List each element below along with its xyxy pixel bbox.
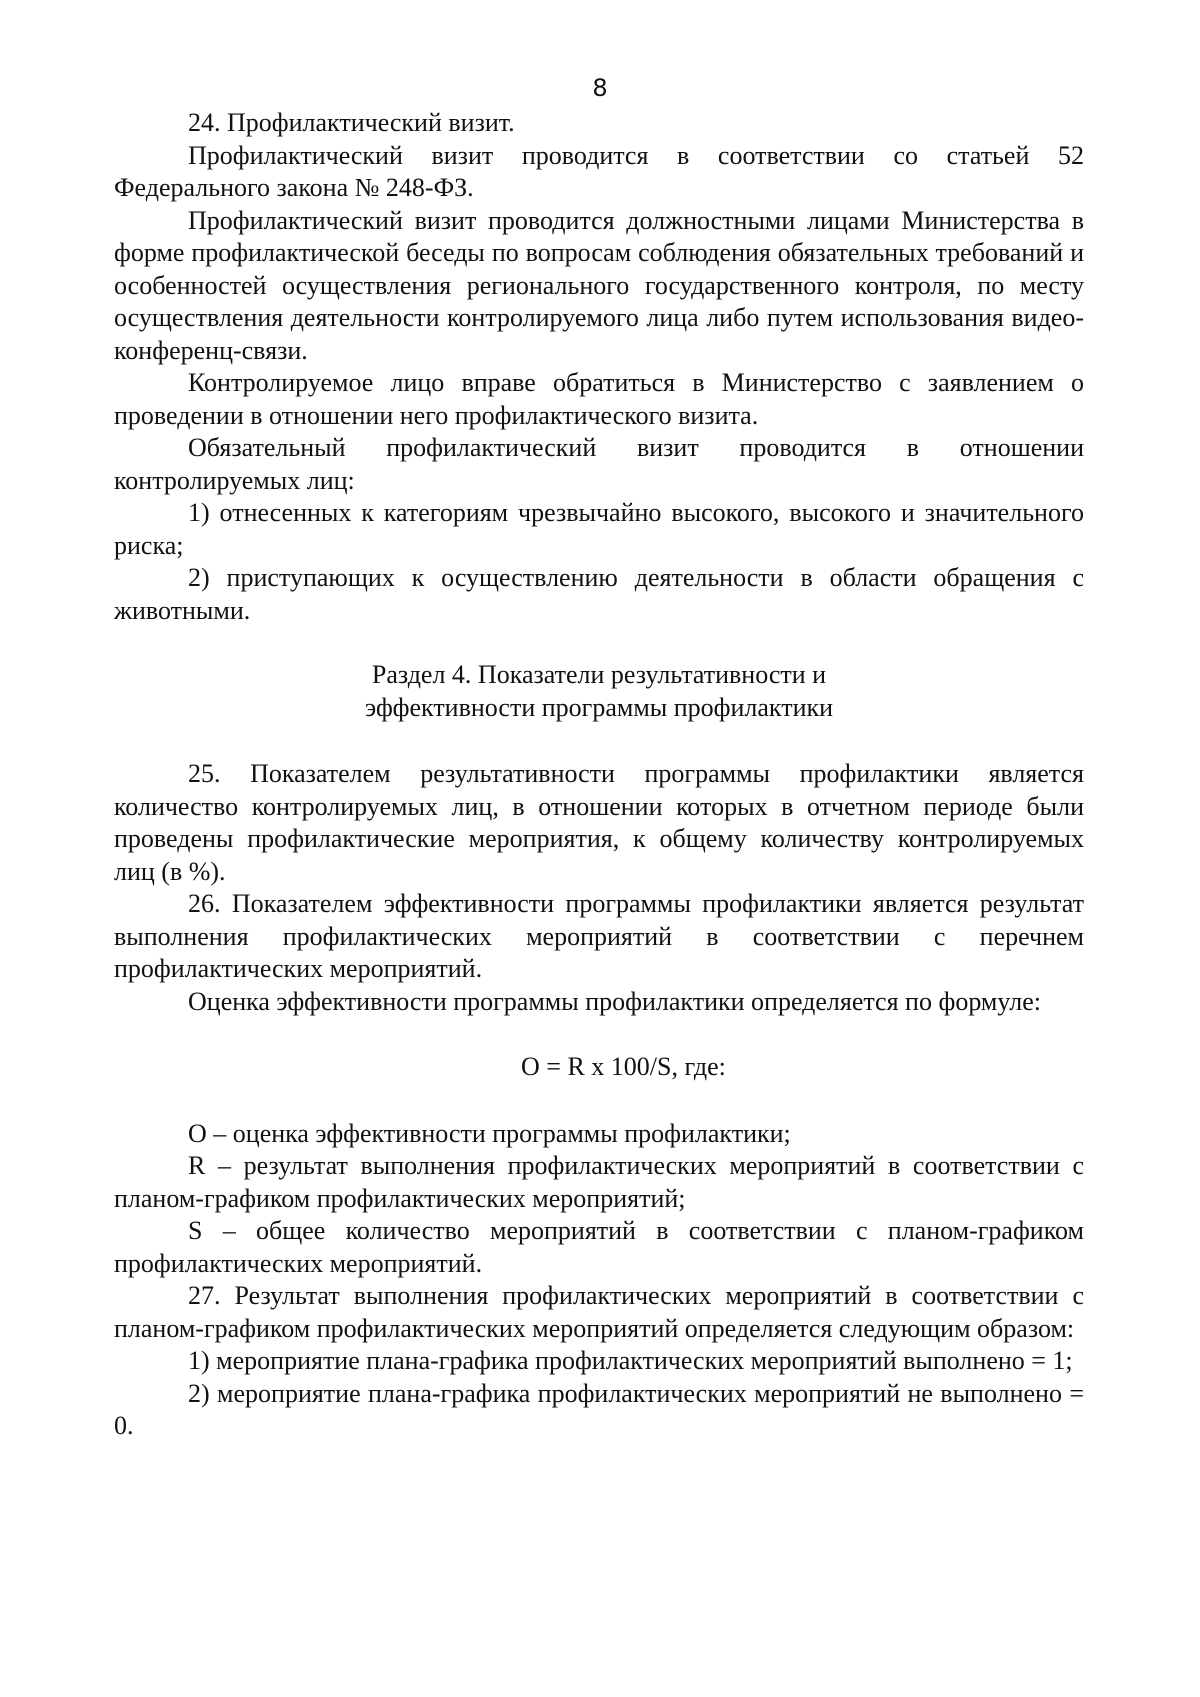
- paragraph-visit-form: Профилактический визит проводится должностными лицами Министерства в форме профилактической беседы по вопросам соблюдения обязательных требований и особенностей осуществления регионального государственного контроля, по месту осуществления деятельности контролируемого лица либо путем использования видео-конференц-связи.: [114, 205, 1084, 365]
- list-item-new-activity: 2) приступающих к осуществлению деятельности в области обращения с животными.: [114, 563, 1084, 625]
- paragraph-visit-request: Контролируемое лицо вправе обратиться в Министерство с заявлением о проведении в отношении него профилактического визита.: [114, 368, 1084, 430]
- paragraph-26-efficiency-indicator: 26. Показателем эффективности программы профилактики является результат выполнения профилактических мероприятий в соответствии с перечнем профилактических мероприятий.: [114, 889, 1084, 983]
- paragraph-24-title: 24. Профилактический визит.: [188, 108, 515, 137]
- list-item-completed-value: 1) мероприятие плана-графика профилактических мероприятий выполнено = 1;: [188, 1346, 1073, 1375]
- document-body: [114, 107, 1084, 1443]
- section-heading: [114, 659, 1084, 724]
- definition-o: O – оценка эффективности программы профилактики;: [188, 1118, 791, 1148]
- definition-s: S – общее количество мероприятий в соответствии с планом-графиком профилактических мероприятий.: [114, 1216, 1084, 1278]
- paragraph-formula-intro: Оценка эффективности программы профилактики определяется по формуле:: [188, 986, 1041, 1016]
- paragraph-mandatory-visit: Обязательный профилактический визит проводится в отношении контролируемых лиц:: [114, 433, 1084, 495]
- paragraph-27-result-calculation: 27. Результат выполнения профилактических мероприятий в соответствии с планом-графиком профилактических мероприятий определяется следующим образом:: [114, 1281, 1084, 1343]
- section-heading-line-1: Раздел 4. Показатели результативности и: [371, 660, 827, 689]
- paragraph-25-result-indicator: 25. Показателем результативности программы профилактики является количество контролируемых лиц, в отношении которых в отчетном периоде были проведены профилактические мероприятия, к общему количеству контролируемых лиц (в %).: [114, 759, 1084, 886]
- paragraph-visit-basis: Профилактический визит проводится в соответствии со статьей 52 Федерального закона № 248-ФЗ.: [114, 140, 1084, 202]
- section-heading-line-2: эффективности программы профилактики: [364, 692, 834, 722]
- efficiency-formula: O = R x 100/S, где:: [521, 1052, 726, 1081]
- list-item-not-completed-value: 2) мероприятие плана-графика профилактических мероприятий не выполнено = 0.: [114, 1378, 1084, 1440]
- list-item-risk-categories: 1) отнесенных к категориям чрезвычайно высокого, высокого и значительного риска;: [114, 498, 1084, 560]
- definition-r: R – результат выполнения профилактических мероприятий в соответствии с планом-графиком профилактических мероприятий;: [114, 1151, 1084, 1213]
- page-number: 8: [592, 74, 608, 102]
